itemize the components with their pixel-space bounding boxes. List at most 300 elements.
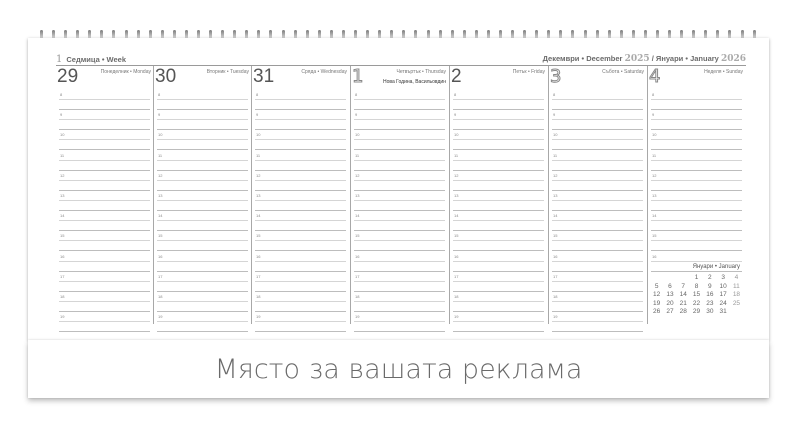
year-2026: 2026	[720, 54, 746, 64]
hour-label: 16	[158, 253, 163, 259]
hour-label: 9	[355, 112, 358, 118]
hour-label: 17	[60, 273, 65, 279]
half-hour-line	[552, 261, 643, 262]
hour-label: 12	[652, 172, 657, 178]
half-hour-line	[453, 200, 544, 201]
hour-slot[interactable]	[56, 272, 153, 292]
hour-label: 12	[256, 172, 261, 178]
mini-calendar-day: 29	[692, 308, 701, 315]
hour-slot[interactable]	[56, 130, 153, 150]
hour-label: 8	[454, 92, 457, 97]
hour-label: 12	[355, 172, 360, 178]
day-name: Вторник • Tuesday	[206, 69, 249, 75]
half-hour-line	[354, 119, 445, 120]
hour-slot[interactable]	[450, 191, 547, 211]
half-hour-line	[255, 220, 346, 221]
hour-label: 17	[553, 273, 558, 279]
hour-slot[interactable]	[56, 252, 153, 272]
half-hour-line	[453, 301, 544, 302]
hour-slots	[252, 90, 349, 332]
half-hour-line	[157, 200, 248, 201]
hour-slot[interactable]	[549, 151, 646, 171]
hour-slot[interactable]	[450, 130, 547, 150]
half-hour-line	[59, 281, 150, 282]
day-name: Понеделник • Monday	[100, 69, 151, 75]
half-hour-line	[651, 119, 742, 120]
mini-calendar-day: 11	[733, 282, 740, 290]
hour-slot[interactable]	[351, 292, 448, 312]
hour-label: 9	[454, 112, 457, 118]
day-column[interactable]	[153, 66, 251, 324]
hour-slot[interactable]	[549, 252, 646, 272]
hour-slot[interactable]	[252, 252, 349, 272]
hour-slot[interactable]	[56, 231, 153, 251]
hour-label: 13	[652, 192, 657, 198]
hour-slot[interactable]	[252, 151, 349, 171]
hour-slot[interactable]	[648, 231, 745, 251]
hour-label: 15	[60, 233, 65, 239]
hour-label: 18	[256, 293, 261, 299]
hour-slot[interactable]	[549, 231, 646, 251]
mini-calendar-day: 13	[666, 291, 674, 298]
hour-slot[interactable]	[648, 90, 745, 110]
half-hour-line	[255, 200, 346, 201]
day-name: Събота • Saturday	[602, 69, 644, 75]
mini-calendar-day: 9	[708, 282, 712, 290]
hour-label: 8	[256, 92, 259, 97]
hour-slot[interactable]	[56, 211, 153, 231]
day-number: 3	[550, 66, 562, 87]
hour-slot[interactable]	[450, 312, 547, 332]
hour-slot[interactable]	[56, 191, 153, 211]
half-hour-line	[552, 99, 643, 100]
hour-label: 14	[60, 213, 65, 219]
hour-label: 15	[553, 233, 558, 239]
half-hour-line	[651, 180, 742, 181]
hour-slot[interactable]	[252, 231, 349, 251]
half-hour-line	[453, 261, 544, 262]
day-column[interactable]	[56, 66, 153, 324]
hour-line	[59, 331, 150, 332]
hour-label: 12	[60, 172, 65, 178]
mini-calendar-day: 8	[694, 282, 699, 290]
hour-label: 16	[652, 253, 657, 259]
hour-slot[interactable]	[648, 110, 745, 130]
half-hour-line	[651, 160, 742, 161]
half-hour-line	[255, 160, 346, 161]
hour-slot[interactable]	[450, 151, 547, 171]
half-hour-line	[552, 321, 643, 322]
hour-slot[interactable]	[648, 171, 745, 191]
hour-slot[interactable]	[351, 231, 448, 251]
hour-slot[interactable]	[56, 171, 153, 191]
half-hour-line	[354, 139, 445, 140]
mini-calendar-day: 16	[706, 291, 714, 298]
hour-slot[interactable]	[450, 110, 547, 130]
hour-label: 13	[60, 192, 65, 198]
hour-slot[interactable]	[154, 312, 251, 332]
month-december: Декември • December	[542, 54, 623, 63]
hour-slot[interactable]	[450, 252, 547, 272]
holiday-label: Нова Година, Васильовдин	[382, 79, 446, 85]
hour-label: 8	[652, 92, 655, 97]
hour-label: 19	[454, 314, 459, 320]
day-number: 2	[451, 66, 462, 87]
half-hour-line	[255, 261, 346, 262]
hour-slot[interactable]	[351, 90, 448, 110]
hour-label: 14	[355, 213, 360, 219]
hour-slot[interactable]	[154, 292, 251, 312]
half-hour-line	[651, 240, 742, 241]
half-hour-line	[157, 99, 248, 100]
mini-calendar-day: 4	[734, 274, 739, 281]
half-hour-line	[157, 240, 248, 241]
half-hour-line	[552, 119, 643, 120]
hour-line	[255, 331, 346, 332]
day-number: 30	[155, 66, 177, 87]
hour-label: 19	[256, 314, 261, 320]
half-hour-line	[552, 281, 643, 282]
hour-label: 19	[158, 314, 163, 320]
half-hour-line	[552, 180, 643, 181]
half-hour-line	[59, 240, 150, 241]
mini-calendar-day: 25	[732, 299, 741, 307]
hour-slots	[154, 90, 251, 332]
hour-slot[interactable]	[252, 130, 349, 150]
half-hour-line	[552, 200, 643, 201]
hour-label: 10	[454, 132, 459, 138]
hour-label: 17	[256, 273, 261, 279]
half-hour-line	[453, 139, 544, 140]
month-separator: /	[651, 54, 654, 63]
half-hour-line	[59, 321, 150, 322]
hour-slot[interactable]	[252, 312, 349, 332]
hour-slot[interactable]	[549, 272, 646, 292]
mini-calendar-january	[650, 264, 746, 315]
half-hour-line	[157, 261, 248, 262]
half-hour-line	[157, 180, 248, 181]
half-hour-line	[157, 139, 248, 140]
mini-calendar-title: Януари • January	[692, 264, 740, 270]
day-column[interactable]	[449, 66, 547, 324]
half-hour-line	[651, 261, 742, 262]
mini-calendar-day	[677, 274, 690, 281]
day-column[interactable]	[350, 66, 448, 324]
hour-slot[interactable]	[252, 171, 349, 191]
hour-slot[interactable]	[450, 292, 547, 312]
half-hour-line	[255, 119, 346, 120]
hour-slot[interactable]	[154, 171, 251, 191]
half-hour-line	[59, 220, 150, 221]
half-hour-line	[453, 99, 544, 100]
hour-label: 17	[158, 273, 163, 279]
half-hour-line	[59, 99, 150, 100]
hour-slot[interactable]	[450, 171, 547, 191]
hour-slot[interactable]	[351, 252, 448, 272]
mini-calendar-day	[663, 274, 676, 281]
day-number: 31	[253, 66, 275, 87]
half-hour-line	[453, 281, 544, 282]
half-hour-line	[255, 281, 346, 282]
half-hour-line	[255, 321, 346, 322]
hour-label: 15	[256, 233, 261, 239]
day-name: Неделя • Sunday	[704, 69, 743, 75]
hour-label: 15	[355, 233, 360, 239]
hour-label: 11	[553, 152, 558, 158]
half-hour-line	[354, 281, 445, 282]
hour-slots	[450, 90, 547, 332]
half-hour-line	[552, 139, 643, 140]
hour-label: 16	[454, 253, 459, 259]
hour-label: 11	[256, 152, 261, 158]
hour-label: 13	[553, 192, 558, 198]
mini-calendar-day: 5	[654, 282, 659, 290]
hour-slot[interactable]	[450, 90, 547, 110]
hour-line	[157, 331, 248, 332]
mini-calendar-day: 12	[653, 291, 661, 298]
mini-calendar-day: 10	[719, 282, 727, 290]
half-hour-line	[157, 301, 248, 302]
mini-calendar-day: 7	[681, 282, 686, 290]
hour-label: 10	[60, 132, 65, 138]
mini-calendar-day: 21	[679, 299, 687, 307]
half-hour-line	[354, 301, 445, 302]
half-hour-line	[354, 200, 445, 201]
mini-calendar-day: 3	[721, 274, 725, 281]
hour-label: 11	[454, 152, 459, 158]
half-hour-line	[552, 220, 643, 221]
half-hour-line	[354, 240, 445, 241]
hour-line	[354, 331, 445, 332]
hour-slot[interactable]	[154, 252, 251, 272]
half-hour-line	[255, 139, 346, 140]
half-hour-line	[59, 301, 150, 302]
half-hour-line	[157, 160, 248, 161]
hour-slot[interactable]	[154, 151, 251, 171]
hour-slot[interactable]	[252, 211, 349, 231]
hour-slot[interactable]	[549, 312, 646, 332]
half-hour-line	[255, 301, 346, 302]
hour-slot[interactable]	[351, 110, 448, 130]
hour-slot[interactable]	[351, 191, 448, 211]
half-hour-line	[453, 321, 544, 322]
hour-slot[interactable]	[648, 211, 745, 231]
half-hour-line	[157, 321, 248, 322]
half-hour-line	[651, 99, 742, 100]
hour-label: 19	[553, 314, 558, 320]
mini-calendar-grid	[650, 274, 746, 315]
half-hour-line	[651, 200, 742, 201]
half-hour-line	[354, 180, 445, 181]
half-hour-line	[157, 220, 248, 221]
hour-slot[interactable]	[154, 231, 251, 251]
day-number: 29	[57, 66, 79, 87]
hour-slot[interactable]	[252, 90, 349, 110]
hour-slots	[351, 90, 448, 332]
hour-slot[interactable]	[549, 211, 646, 231]
hour-slot[interactable]	[154, 130, 251, 150]
hour-slot[interactable]	[549, 130, 646, 150]
mini-calendar-day: 23	[706, 299, 714, 307]
mini-calendar-day	[650, 274, 663, 281]
half-hour-line	[453, 119, 544, 120]
hour-label: 11	[60, 152, 65, 158]
mini-calendar-day: 28	[679, 308, 687, 315]
hour-slot[interactable]	[56, 312, 153, 332]
hour-label: 11	[355, 152, 360, 158]
half-hour-line	[354, 160, 445, 161]
half-hour-line	[59, 261, 150, 262]
hour-slot[interactable]	[154, 90, 251, 110]
hour-label: 8	[355, 92, 358, 97]
hour-slot[interactable]	[450, 211, 547, 231]
hour-label: 14	[256, 213, 261, 219]
hour-slot[interactable]	[252, 110, 349, 130]
mini-calendar-day	[730, 308, 743, 315]
hour-slot[interactable]	[56, 292, 153, 312]
hour-slot[interactable]	[154, 191, 251, 211]
hour-label: 19	[60, 314, 65, 320]
hour-slot[interactable]	[56, 110, 153, 130]
day-name: Петък • Friday	[512, 69, 545, 75]
hour-slot[interactable]	[351, 151, 448, 171]
mini-calendar-day: 2	[708, 274, 712, 281]
hour-label: 18	[355, 293, 360, 299]
hour-label: 8	[60, 92, 63, 97]
hour-slot[interactable]	[549, 90, 646, 110]
half-hour-line	[354, 220, 445, 221]
hour-label: 10	[158, 132, 163, 138]
hour-label: 13	[256, 192, 261, 198]
hour-slot[interactable]	[549, 191, 646, 211]
half-hour-line	[354, 99, 445, 100]
hour-slot[interactable]	[252, 272, 349, 292]
mini-calendar-day: 24	[719, 299, 727, 307]
hour-label: 10	[652, 132, 657, 138]
hour-slot[interactable]	[56, 90, 153, 110]
hour-slot[interactable]	[154, 272, 251, 292]
mini-calendar-day: 6	[668, 282, 672, 290]
mini-calendar-day: 27	[666, 308, 674, 315]
hour-label: 18	[553, 293, 558, 299]
day-column[interactable]	[548, 66, 646, 324]
half-hour-line	[651, 139, 742, 140]
hour-slot[interactable]	[549, 171, 646, 191]
hour-label: 12	[158, 172, 163, 178]
half-hour-line	[354, 261, 445, 262]
hour-label: 14	[158, 213, 163, 219]
hour-label: 9	[60, 112, 63, 118]
day-number: 4	[649, 66, 661, 87]
half-hour-line	[453, 240, 544, 241]
hour-label: 9	[158, 112, 161, 118]
half-hour-line	[59, 119, 150, 120]
hour-slot[interactable]	[351, 171, 448, 191]
hour-slot[interactable]	[351, 272, 448, 292]
half-hour-line	[59, 200, 150, 201]
hour-label: 9	[652, 112, 655, 118]
day-number: 1	[352, 66, 364, 87]
half-hour-line	[157, 119, 248, 120]
hour-slot[interactable]	[648, 191, 745, 211]
hour-slot[interactable]	[252, 191, 349, 211]
hour-label: 10	[256, 132, 261, 138]
advertising-text: Място за вашата реклама	[214, 353, 583, 385]
hour-slot[interactable]	[549, 292, 646, 312]
half-hour-line	[552, 240, 643, 241]
hour-slot[interactable]	[549, 110, 646, 130]
hour-slot[interactable]	[450, 231, 547, 251]
hour-label: 15	[652, 233, 657, 239]
hour-slot[interactable]	[648, 130, 745, 150]
hour-label: 18	[454, 293, 459, 299]
half-hour-line	[59, 180, 150, 181]
hour-label: 19	[355, 314, 360, 320]
hour-label: 14	[553, 213, 558, 219]
hour-slot[interactable]	[351, 312, 448, 332]
hour-label: 9	[256, 112, 259, 118]
hour-label: 16	[256, 253, 261, 259]
hour-slots	[648, 90, 745, 272]
day-name: Сряда • Wednesday	[301, 69, 347, 75]
hour-slots	[56, 90, 153, 332]
hour-label: 12	[553, 172, 558, 178]
hour-slot[interactable]	[154, 110, 251, 130]
hour-line	[552, 331, 643, 332]
hour-slot[interactable]	[351, 130, 448, 150]
hour-label: 17	[355, 273, 360, 279]
hour-label: 10	[553, 132, 558, 138]
hour-slot[interactable]	[154, 211, 251, 231]
hour-label: 12	[454, 172, 459, 178]
half-hour-line	[552, 160, 643, 161]
hour-label: 15	[158, 233, 163, 239]
half-hour-line	[552, 301, 643, 302]
half-hour-line	[453, 160, 544, 161]
week-label	[56, 54, 126, 65]
hour-label: 8	[158, 92, 161, 97]
half-hour-line	[255, 240, 346, 241]
week-text: Седмица • Week	[66, 55, 127, 64]
hour-label: 18	[60, 293, 65, 299]
hour-label: 13	[158, 192, 163, 198]
hour-slots	[549, 90, 646, 332]
advertising-strip	[28, 340, 769, 398]
half-hour-line	[453, 180, 544, 181]
hour-label: 16	[553, 253, 558, 259]
hour-slot[interactable]	[648, 151, 745, 171]
week-number: 1	[56, 54, 63, 65]
mini-calendar-day: 30	[706, 308, 714, 315]
hour-label: 16	[60, 253, 65, 259]
year-2025: 2025	[624, 54, 650, 64]
hour-label: 10	[355, 132, 360, 138]
half-hour-line	[255, 99, 346, 100]
hour-slot[interactable]	[252, 292, 349, 312]
day-name: Четвъртък • Thursday	[396, 69, 446, 75]
half-hour-line	[354, 321, 445, 322]
hour-slot[interactable]	[351, 211, 448, 231]
hour-label: 9	[553, 112, 556, 118]
half-hour-line	[59, 160, 150, 161]
half-hour-line	[255, 180, 346, 181]
hour-slot[interactable]	[450, 272, 547, 292]
hour-label: 11	[652, 152, 657, 158]
hour-label: 14	[652, 213, 657, 219]
mini-calendar-day: 31	[719, 308, 727, 315]
hour-slot[interactable]	[56, 151, 153, 171]
day-column[interactable]	[251, 66, 349, 324]
